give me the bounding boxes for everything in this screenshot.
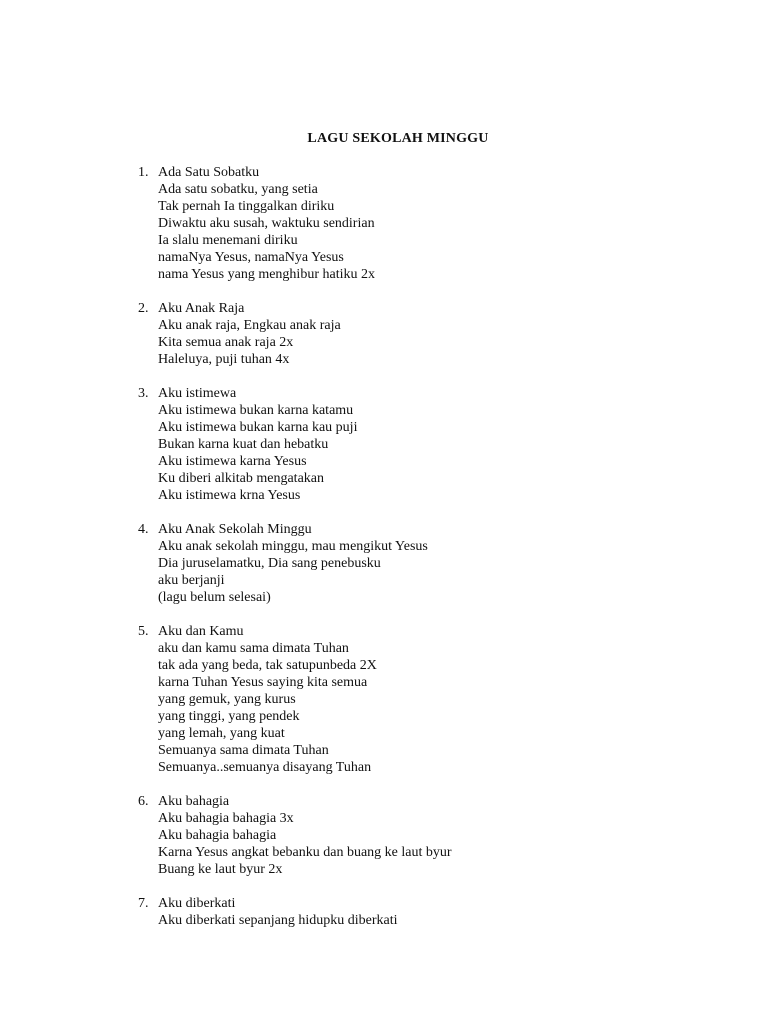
lyric-line: Aku anak raja, Engkau anak raja [158, 318, 341, 333]
lyric-line: aku dan kamu sama dimata Tuhan [158, 641, 349, 656]
lyric-line: aku berjanji [158, 573, 225, 588]
song-item [0, 385, 768, 504]
song-lyrics [0, 317, 768, 368]
song-heading [0, 793, 768, 810]
song-lyrics [0, 402, 768, 504]
lyric-line: Aku bahagia bahagia [158, 828, 277, 843]
song-number: 3. [138, 386, 149, 401]
song-title: Aku Anak Raja [158, 301, 245, 316]
lyric-line: Haleluya, puji tuhan 4x [158, 352, 290, 367]
song-number: 2. [138, 301, 149, 316]
song-item [0, 164, 768, 283]
song-item [0, 623, 768, 776]
lyric-line: yang lemah, yang kuat [158, 726, 285, 741]
song-title: Aku diberkati [158, 896, 236, 911]
song-title: Aku dan Kamu [158, 624, 244, 639]
song-heading [0, 623, 768, 640]
lyric-line: Aku istimewa krna Yesus [158, 488, 301, 503]
song-number: 6. [138, 794, 149, 809]
song-title: Aku bahagia [158, 794, 230, 809]
song-heading [0, 895, 768, 912]
lyric-line: karna Tuhan Yesus saying kita semua [158, 675, 368, 690]
lyric-line: nama Yesus yang menghibur hatiku 2x [158, 267, 375, 282]
lyric-line: Karna Yesus angkat bebanku dan buang ke laut byur [158, 845, 452, 860]
lyric-line: Bukan karna kuat dan hebatku [158, 437, 329, 452]
lyric-line: Buang ke laut byur 2x [158, 862, 283, 877]
lyric-line: Tak pernah Ia tinggalkan diriku [158, 199, 335, 214]
song-lyrics [0, 181, 768, 283]
song-heading [0, 300, 768, 317]
lyric-line: Ku diberi alkitab mengatakan [158, 471, 324, 486]
lyric-line: Semuanya..semuanya disayang Tuhan [158, 760, 372, 775]
song-title: Aku istimewa [158, 386, 237, 401]
song-item [0, 521, 768, 606]
song-heading [0, 521, 768, 538]
document-title: LAGU SEKOLAH MINGGU [307, 131, 489, 146]
song-number: 1. [138, 165, 149, 180]
lyric-line: namaNya Yesus, namaNya Yesus [158, 250, 344, 265]
lyric-line: Ada satu sobatku, yang setia [158, 182, 318, 197]
song-lyrics [0, 912, 768, 929]
lyric-line: Semuanya sama dimata Tuhan [158, 743, 329, 758]
lyric-line: yang tinggi, yang pendek [158, 709, 300, 724]
lyric-line: Aku diberkati sepanjang hidupku diberkati [158, 913, 398, 928]
lyric-line: Ia slalu menemani diriku [158, 233, 298, 248]
song-lyrics [0, 640, 768, 776]
lyric-line: Aku istimewa bukan karna katamu [158, 403, 354, 418]
lyric-line: Aku istimewa bukan karna kau puji [158, 420, 358, 435]
lyric-line: Aku anak sekolah minggu, mau mengikut Yesus [158, 539, 428, 554]
lyric-line: Aku istimewa karna Yesus [158, 454, 307, 469]
lyric-line: tak ada yang beda, tak satupunbeda 2X [158, 658, 377, 673]
lyric-line: Diwaktu aku susah, waktuku sendirian [158, 216, 375, 231]
song-item [0, 793, 768, 878]
lyric-line: yang gemuk, yang kurus [158, 692, 296, 707]
lyric-line: Dia juruselamatku, Dia sang penebusku [158, 556, 381, 571]
song-number: 5. [138, 624, 149, 639]
song-heading [0, 385, 768, 402]
lyric-line: Kita semua anak raja 2x [158, 335, 294, 350]
song-heading [0, 164, 768, 181]
song-title: Ada Satu Sobatku [158, 165, 260, 180]
lyric-line: Aku bahagia bahagia 3x [158, 811, 294, 826]
song-item [0, 300, 768, 368]
song-title: Aku Anak Sekolah Minggu [158, 522, 312, 537]
song-number: 7. [138, 896, 149, 911]
song-item [0, 895, 768, 929]
song-list [0, 164, 768, 946]
song-lyrics [0, 810, 768, 878]
song-number: 4. [138, 522, 149, 537]
song-lyrics [0, 538, 768, 606]
lyric-line: (lagu belum selesai) [158, 590, 271, 605]
